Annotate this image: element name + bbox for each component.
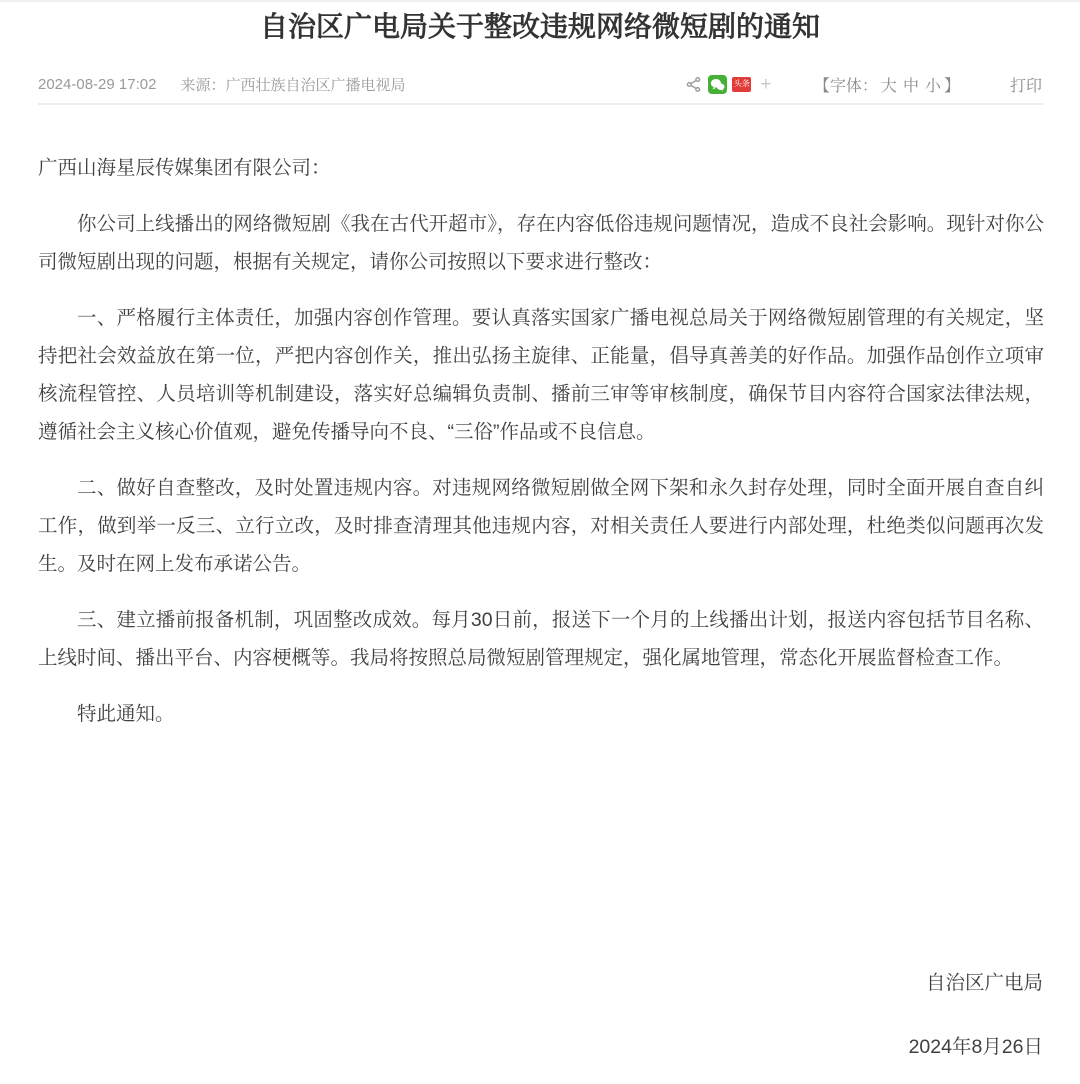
signature-date: 2024年8月26日 (908, 1036, 1043, 1058)
font-size-small-button[interactable]: 小 (924, 77, 941, 95)
wechat-share-icon[interactable] (708, 74, 728, 94)
plus-icon: + (760, 73, 772, 95)
font-size-medium-button[interactable]: 中 (902, 77, 919, 95)
source-label: 来源：广西壮族自治区广播电视局 (180, 76, 406, 94)
toutiao-share-icon[interactable] (732, 74, 752, 94)
more-share-button[interactable] (756, 74, 776, 94)
signature-block (38, 964, 1043, 1084)
toutiao-icon: 头条 (732, 77, 751, 92)
font-size-large-button[interactable]: 大 (880, 77, 897, 95)
page-title: 自治区广电局关于整改违规网络微短剧的通知 (259, 11, 820, 42)
wechat-icon (708, 75, 727, 94)
font-label-suffix: 】 (943, 77, 960, 95)
share-icon[interactable] (684, 74, 704, 94)
font-label-prefix: 【字体： (813, 77, 878, 95)
paragraph-item-1: 一、严格履行主体责任，加强内容创作管理。要认真落实国家广播电视总局关于网络微短剧管理的有关规定，坚持把社会效益放在第一位，严把内容创作关，推出弘扬主旋律、正能量，倡导真善美的好作品。加强作品创作立项审核流程管控、人员培训等机制建设，落实好总编辑负责制、播前三审等审核制度，确保节目内容符合国家法律法规，遵循社会主义核心价值观，避免传播导向不良、“三俗”作品或不良信息。 (38, 307, 1044, 443)
paragraph-intro: 你公司上线播出的网络微短剧《我在古代开超市》，存在内容低俗违规问题情况，造成不良社会影响。现针对你公司微短剧出现的问题，根据有关规定，请你公司按照以下要求进行整改： (38, 213, 1044, 273)
font-size-controls (814, 73, 960, 96)
paragraph-item-2: 二、做好自查整改，及时处置违规内容。对违规网络微短剧做全网下架和永久封存处理，同时全面开展自查自纠工作，做到举一反三、立行立改，及时排查清理其他违规内容，对相关责任人要进行内部处理，杜绝类似问题再次发生。及时在网上发布承诺公告。 (38, 477, 1044, 575)
meta-info (38, 74, 405, 95)
publish-datetime: 2024-08-29 17:02 (38, 75, 157, 93)
signature-org: 自治区广电局 (925, 972, 1043, 994)
salutation: 广西山海星辰传媒集团有限公司： (38, 157, 331, 179)
article-body (38, 149, 1044, 733)
paragraph-item-3: 三、建立播前报备机制，巩固整改成效。每月30日前，报送下一个月的上线播出计划，报送内容包括节目名称、上线时间、播出平台、内容梗概等。我局将按照总局微短剧管理规定，强化属地管理，常态化开展监督检查工作。 (38, 609, 1044, 669)
meta-divider (38, 103, 1043, 105)
share-buttons (684, 74, 776, 94)
meta-row (38, 72, 1042, 96)
closing-line: 特此通知。 (77, 703, 175, 725)
article-toolbar (684, 73, 1042, 96)
print-button[interactable]: 打印 (1009, 77, 1042, 95)
